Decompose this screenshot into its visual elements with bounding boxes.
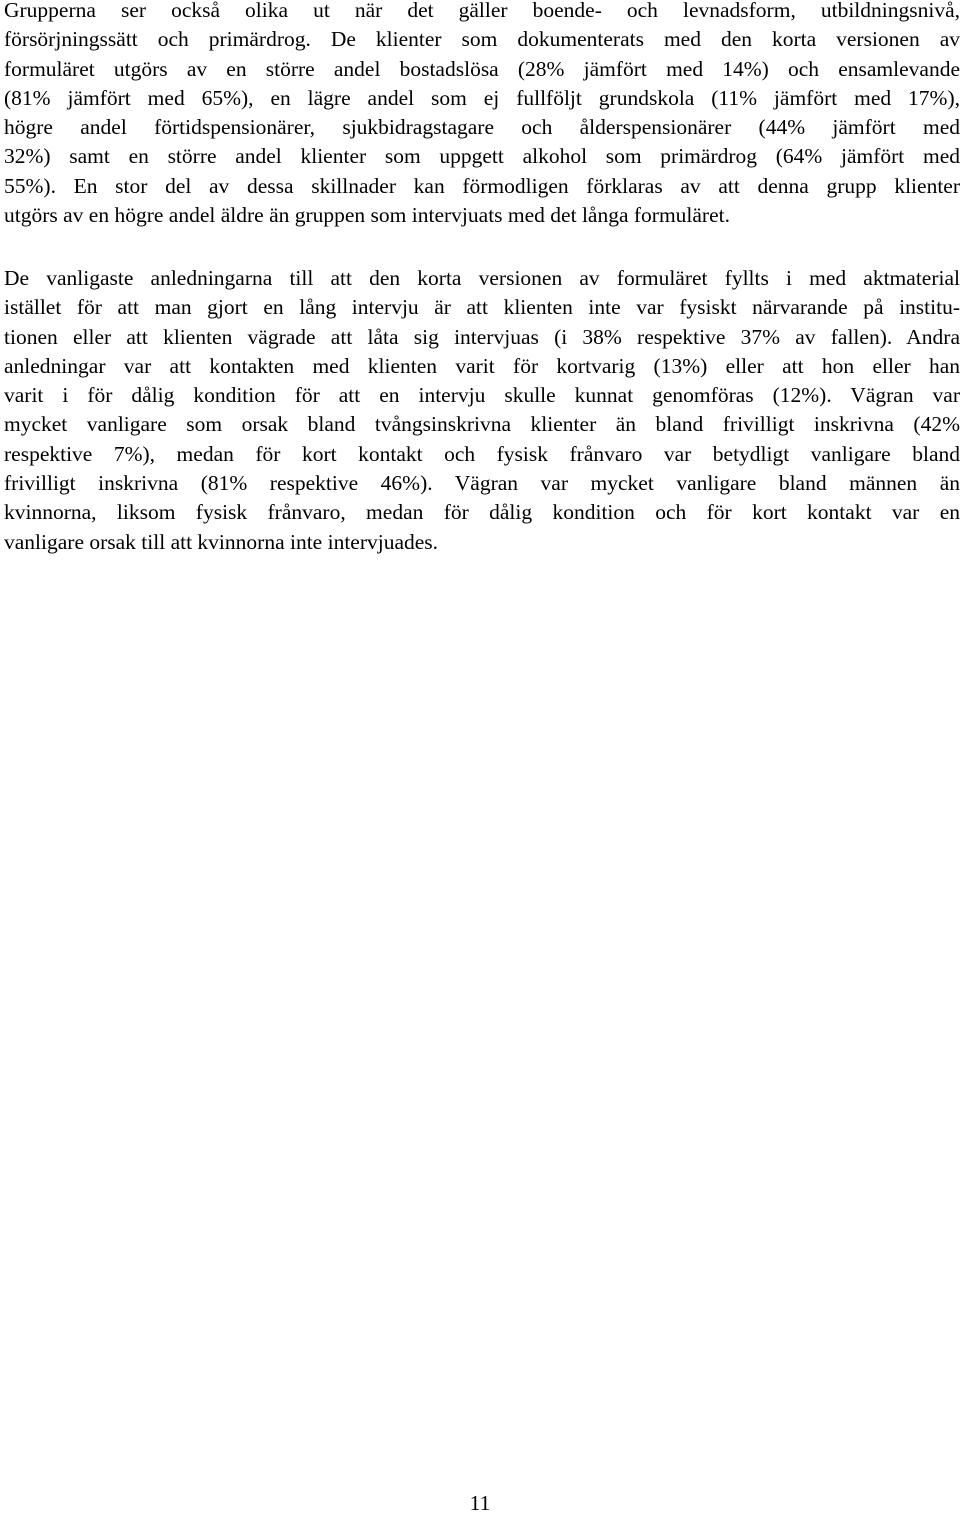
- text-line: respektive 7%), medan för kort kontakt och fysisk frånvaro var betydligt vanligare bland: [4, 441, 960, 466]
- text-line: (81% jämfört med 65%), en lägre andel som ej fullföljt grundskola (11% jämfört med 17%),: [4, 85, 960, 110]
- text-line: utgörs av en högre andel äldre än gruppen som intervjuats med det långa formuläret.: [4, 203, 730, 228]
- text-line: försörjningssätt och primärdrog. De klienter som dokumenterats med den korta versionen av: [4, 27, 960, 52]
- text-line: istället för att man gjort en lång intervju är att klienten inte var fysiskt närvarande på institu-: [4, 295, 960, 320]
- text-line: 32%) samt en större andel klienter som uppgett alkohol som primärdrog (64% jämfört med: [4, 144, 960, 169]
- text-line: vanligare orsak till att kvinnorna inte intervjuades.: [4, 529, 439, 554]
- text-line: tionen eller att klienten vägrade att låta sig intervjuas (i 38% respektive 37% av fallen). Andra: [4, 324, 960, 349]
- text-line: Grupperna ser också olika ut när det gäller boende- och levnadsform, utbildningsnivå,: [4, 0, 960, 22]
- text-line: mycket vanligare som orsak bland tvångsinskrivna klienter än bland frivilligt inskrivna (42%: [4, 412, 960, 437]
- text-line: kvinnorna, liksom fysisk frånvaro, medan för dålig kondition och för kort kontakt var en: [4, 500, 960, 525]
- paragraph-group-differences: [4, 0, 960, 230]
- text-line: högre andel förtidspensionärer, sjukbidragstagare och ålderspensionärer (44% jämfört med: [4, 115, 960, 140]
- text-line: De vanligaste anledningarna till att den korta versionen av formuläret fyllts i med aktmaterial: [4, 266, 960, 290]
- text-line: frivilligt inskrivna (81% respektive 46%). Vägran var mycket vanligare bland männen än: [4, 471, 960, 496]
- text-line: formuläret utgörs av en större andel bostadslösa (28% jämfört med 14%) och ensamlevande: [4, 56, 960, 81]
- text-line: varit i för dålig kondition för att en intervju skulle kunnat genomföras (12%). Vägran var: [4, 383, 960, 408]
- page-number: 11: [469, 1491, 491, 1515]
- text-line: anledningar var att kontakten med klienten varit för kortvarig (13%) eller att hon eller han: [4, 353, 960, 378]
- paragraph-reasons: [4, 264, 960, 557]
- text-line: 55%). En stor del av dessa skillnader kan förmodligen förklaras av att denna grupp klienter: [4, 173, 960, 198]
